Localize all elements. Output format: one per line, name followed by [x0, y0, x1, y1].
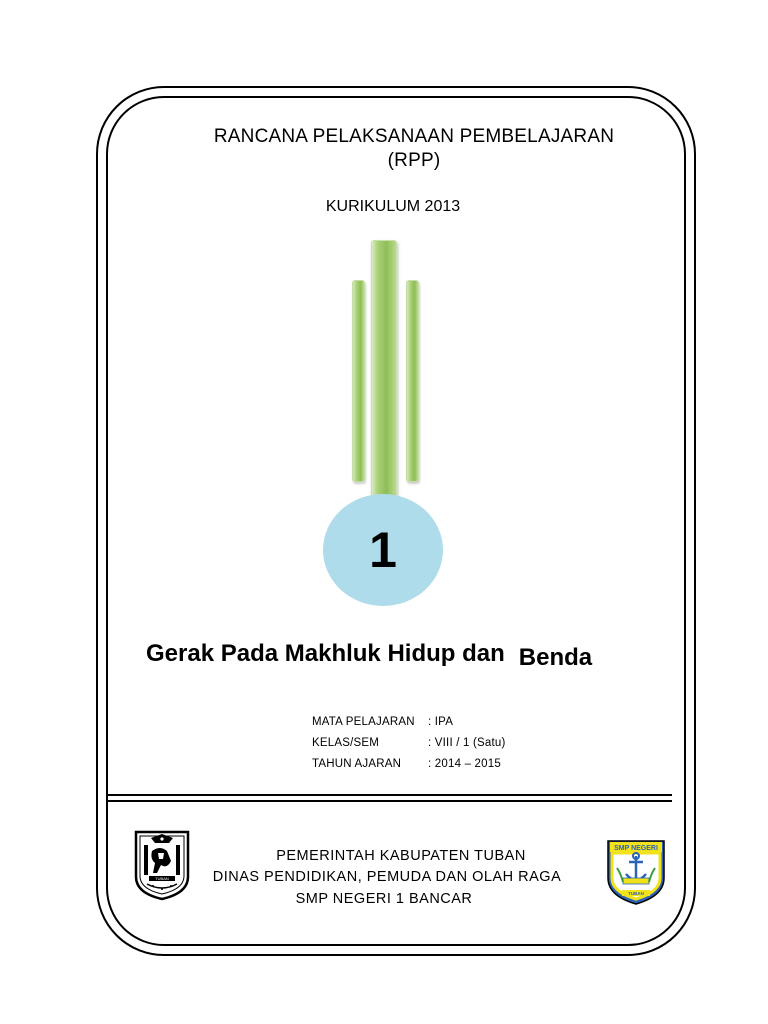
info-value: : 2014 – 2015: [428, 758, 501, 770]
chapter-badge: [323, 494, 443, 606]
divider-line: [107, 794, 672, 796]
svg-text:TUBAN: TUBAN: [628, 891, 644, 896]
chapter-heading-part1: Gerak Pada Makhluk Hidup dan: [146, 640, 505, 667]
info-row: [312, 758, 506, 779]
decorative-bar-right: [406, 280, 419, 482]
info-value: : VIII / 1 (Satu): [428, 737, 506, 749]
document-title: RANCANA PELAKSANAAN PEMBELAJARAN: [213, 126, 615, 147]
footer-department: DINAS PENDIDIKAN, PEMUDA DAN OLAH RAGA: [212, 869, 562, 885]
svg-text:SMP NEGERI: SMP NEGERI: [614, 845, 658, 852]
chapter-number: 1: [369, 522, 397, 578]
svg-text:TUBAN: TUBAN: [155, 876, 169, 881]
smp-negeri-emblem-icon: [605, 838, 667, 906]
decorative-bar-left: [352, 280, 365, 482]
chapter-heading-part2: Benda: [518, 644, 593, 671]
decorative-bar-center: [371, 240, 397, 497]
footer-school: SMP NEGERI 1 BANCAR: [295, 891, 473, 907]
info-table: [312, 716, 506, 779]
info-value: : IPA: [428, 716, 454, 728]
document-title-abbr: (RPP): [387, 150, 441, 171]
footer-government: PEMERINTAH KABUPATEN TUBAN: [276, 848, 526, 864]
info-label: MATA PELAJARAN: [312, 716, 415, 728]
divider-line: [107, 800, 672, 802]
curriculum-label: KURIKULUM 2013: [325, 198, 461, 215]
chapter-heading: [146, 640, 593, 671]
info-row: [312, 716, 506, 737]
info-label: KELAS/SEM: [312, 737, 379, 749]
info-label: TAHUN AJARAN: [312, 758, 402, 770]
info-row: [312, 737, 506, 758]
